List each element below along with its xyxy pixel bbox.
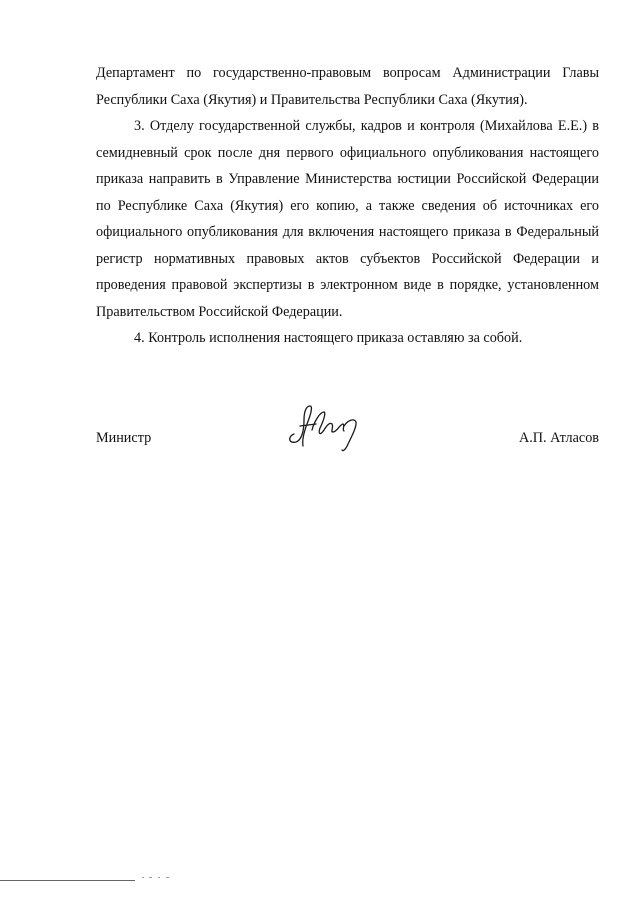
paragraph-item-4: 4. Контроль исполнения настоящего приказа оставляю за собой.	[134, 330, 523, 346]
scan-artifact	[140, 876, 200, 880]
document-body	[96, 60, 599, 352]
signatory-title: Министр	[96, 430, 152, 446]
handwritten-signature-icon	[282, 400, 362, 454]
paragraph-continuation: Департамент по государственно-правовым вопросам Администрации Главы Республики Саха (Якутия) и Правительства Республики Саха (Якутия).	[96, 65, 599, 108]
signature-block	[96, 396, 599, 466]
footer-rule	[0, 880, 135, 881]
paragraph-item-3: 3. Отделу государственной службы, кадров и контроля (Михайлова Е.Е.) в семидневный срок после дня первого официального опубликования настоящего приказа направить в Управление Министерства юстиции Российской Федерации по Республике Саха (Якутия) его копию, а также сведения об источниках его официального опубликования для включения настоящего приказа в Федеральный регистр нормативных правовых актов субъектов Российской Федерации и проведения правовой экспертизы в электронном виде в порядке, установленном Правительством Российской Федерации.	[96, 118, 599, 320]
signatory-name: А.П. Атласов	[519, 430, 599, 446]
